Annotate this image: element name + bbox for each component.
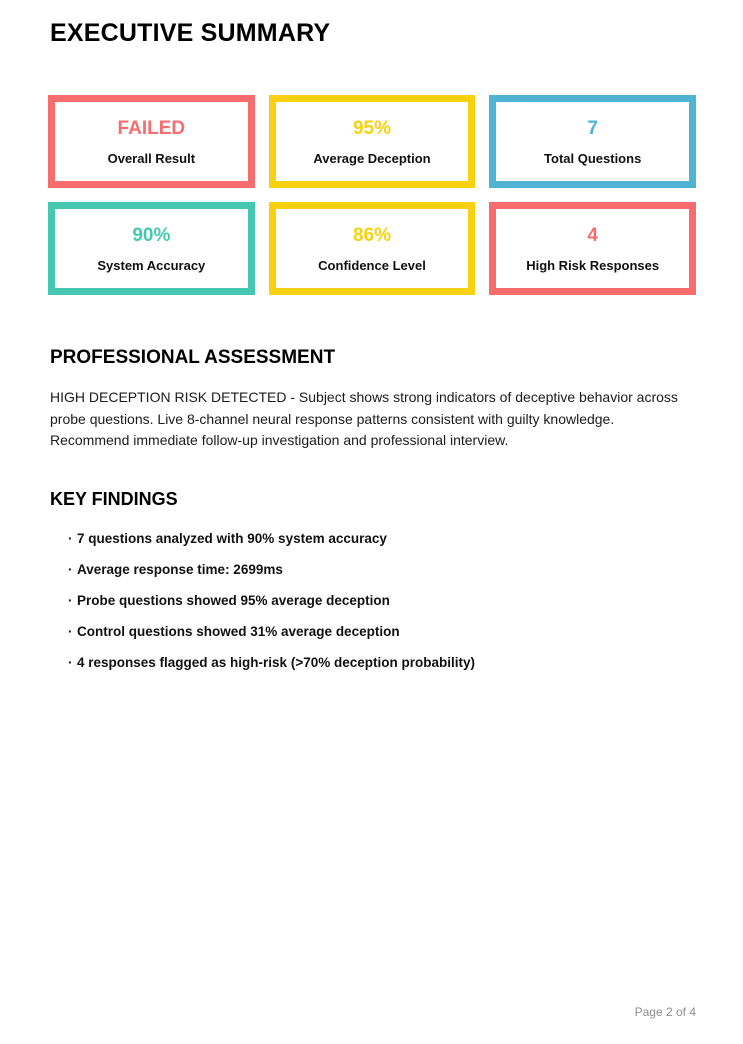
assessment-body: HIGH DECEPTION RISK DETECTED - Subject shows strong indicators of deceptive behavior across probe questions. Live 8-channel neural response patterns consistent with guilty knowledge. Recommend immediate follow-up investigation and professional interview. [50,389,678,448]
assessment-heading: PROFESSIONAL ASSESSMENT [50,347,336,368]
metric-label: Overall Result [107,150,196,166]
page-number: Page 2 of 4 [634,1005,696,1019]
finding-text: 7 questions analyzed with 90% system accuracy [77,530,387,546]
finding-text: Average response time: 2699ms [77,561,283,577]
metric-card-confidence-level [269,202,476,295]
finding-text: 4 responses flagged as high-risk (>70% deception probability) [77,654,475,670]
metric-value: 4 [587,224,598,246]
metric-card-total-questions [489,95,696,188]
metric-label: Confidence Level [318,257,426,273]
bullet-dot: · [68,530,73,546]
metric-card-high-risk-responses [489,202,696,295]
metric-value: 95% [352,117,391,139]
bullet-dot: · [68,561,73,577]
metric-card-average-deception [269,95,476,188]
bullet-dot: · [68,623,73,639]
metric-label: Average Deception [313,150,431,166]
finding-item [50,624,696,640]
metric-label: System Accuracy [97,257,206,273]
finding-item [50,593,696,609]
key-findings-list [50,531,696,671]
metrics-grid [48,95,696,295]
finding-item [50,562,696,578]
bullet-dot: · [68,654,73,670]
finding-item [50,655,696,671]
metric-value: 7 [587,117,598,139]
metric-value: 86% [352,224,391,246]
page-title: EXECUTIVE SUMMARY [50,19,331,47]
metric-label: High Risk Responses [526,257,660,273]
metric-label: Total Questions [544,150,642,166]
finding-item [50,531,696,547]
metric-value: 90% [132,224,171,246]
metric-card-overall-result [48,95,255,188]
finding-text: Probe questions showed 95% average deception [77,592,390,608]
key-findings-heading: KEY FINDINGS [50,488,178,509]
metric-card-system-accuracy [48,202,255,295]
metric-value: FAILED [117,117,186,139]
finding-text: Control questions showed 31% average deception [77,623,400,639]
bullet-dot: · [68,592,73,608]
